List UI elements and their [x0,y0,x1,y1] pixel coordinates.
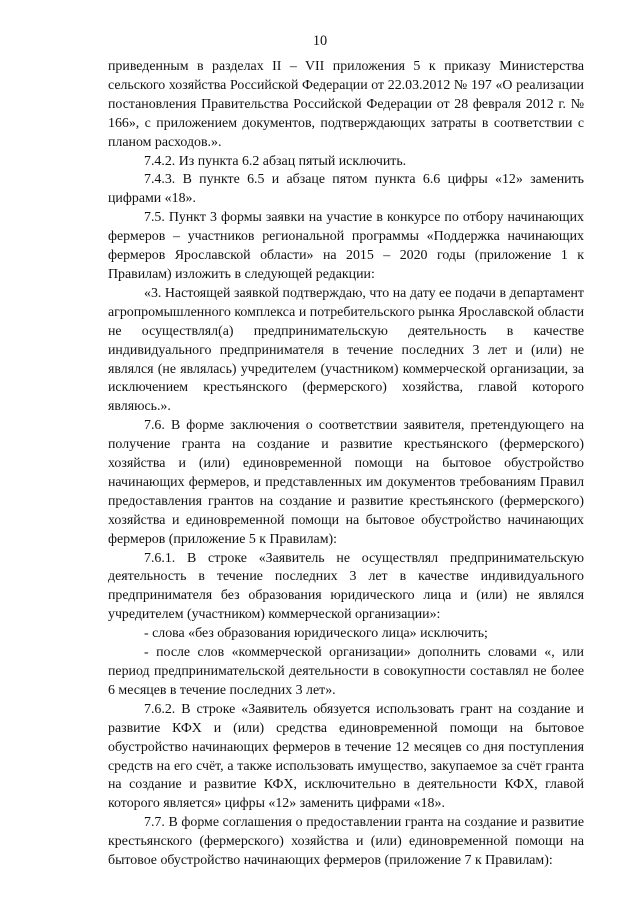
document-body [108,58,584,871]
paragraph: 7.7. В форме соглашения о предоставлении гранта на создание и развитие крестьянского (фермерского) хозяйства и (или) единовременной помощи на бытовое обустройство начинающих фермеров (приложение 7 к Правилам): [108,815,584,869]
paragraph: 7.4.2. Из пункта 6.2 абзац пятый исключить. [144,153,407,169]
paragraph: - слова «без образования юридического лица» исключить; [144,626,488,642]
paragraph: 7.6.2. В строке «Заявитель обязуется использовать грант на создание и развитие КФХ и (или) средства единовременной помощи на бытовое обустройство начинающих фермеров в течение 12 месяцев со дня поступления средств на его счёт, а также использовать имущество, закупаемое за счёт гранта на создание и развитие КФХ, исключительно в деятельности КФХ, главой которого является» цифры «12» заменить цифрами «18». [108,701,584,812]
paragraph: приведенным в разделах II – VII приложения 5 к приказу Министерства сельского хозяйства Российской Федерации от 22.03.2012 № 197 «О реализации постановления Правительства Российской Федерации от 28 февраля 2012 г. № 166», с приложением документов, подтверждающих затраты в соответствии с планом расходов.». [108,59,584,150]
page-number: 10 [312,33,328,49]
paragraph: - после слов «коммерческой организации» дополнить словами «, или период предпринимательской деятельности в совокупности составлял не более 6 месяцев в течение последних 3 лет». [108,645,584,698]
paragraph: «3. Настоящей заявкой подтверждаю, что на дату ее подачи в департамент агропромышленного комплекса и потребительского рынка Ярославской области не осуществлял(а) предпринимательскую деятельность в качестве индивидуального предпринимателя в течение последних 3 лет и (или) не являлся (не являлась) учредителем (участником) коммерческой организации, за исключением крестьянского (фермерского) хозяйства, главой которого являюсь.». [108,285,584,415]
paragraph: 7.6. В форме заключения о соответствии заявителя, претендующего на получение гранта на создание и развитие крестьянского (фермерского) хозяйства и (или) единовременной помощи на бытовое обустройство начинающих фермеров, и представленных им документов требованиям Правил предоставления грантов на создание и развитие крестьянского (фермерского) хозяйства и единовременной помощи на бытовое обустройство начинающих фермеров (приложение 5 к Правилам): [108,418,584,547]
paragraph: 7.4.3. В пункте 6.5 и абзаце пятом пункта 6.6 цифры «12» заменить цифрами «18». [108,172,584,207]
paragraph: 7.6.1. В строке «Заявитель не осуществлял предпринимательскую деятельность в течение последних 3 лет в качестве индивидуального предпринимателя без образования юридического лица и (или) не являлся учредителем (участником) коммерческой организации»: [108,550,584,623]
paragraph: 7.5. Пункт 3 формы заявки на участие в конкурсе по отбору начинающих фермеров – участников региональной программы «Поддержка начинающих фермеров Ярославской области» на 2015 – 2020 годы (приложение 1 к Правилам) изложить в следующей редакции: [108,210,584,282]
